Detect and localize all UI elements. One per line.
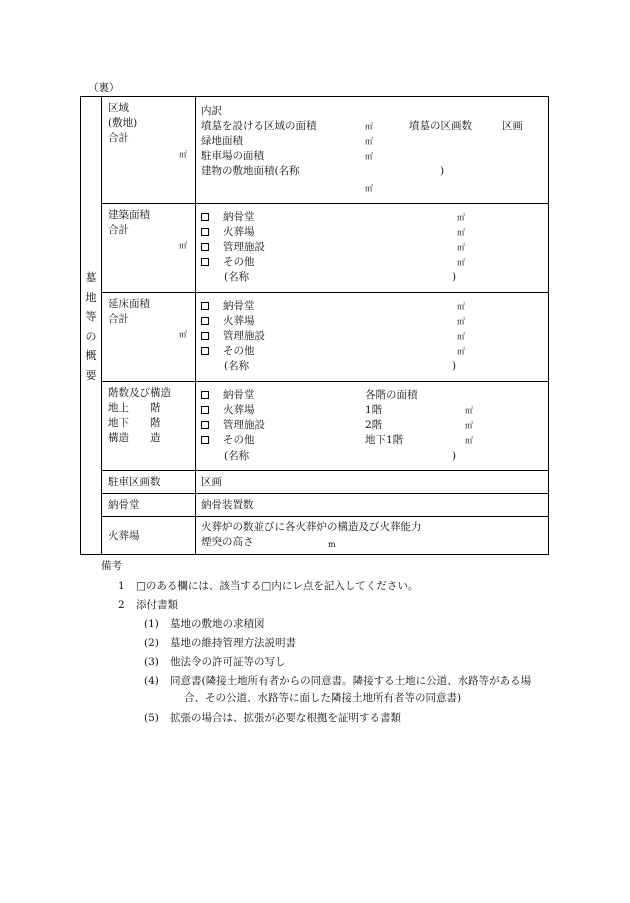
- floor-1: 1階: [365, 404, 383, 416]
- parking-count-label: 駐車区画数: [108, 476, 161, 488]
- list-item-number: (4): [144, 675, 159, 687]
- unit-m2: ㎡: [365, 152, 373, 161]
- area-label: 区域: [108, 102, 129, 114]
- name-label: (名称: [224, 450, 250, 462]
- crematorium-label: 火葬場: [108, 530, 140, 542]
- close-paren: ): [452, 450, 457, 462]
- construction-label: 構造 造: [108, 432, 161, 444]
- unit-m2: ㎡: [457, 258, 465, 267]
- facility-ossuary: 納骨堂: [201, 300, 255, 313]
- parking-count-unit: 区画: [201, 476, 222, 488]
- unit-m2: ㎡: [179, 330, 187, 339]
- list-item-text: 墓地の敷地の求積図: [170, 618, 265, 630]
- floor-area-header: 各階の面積: [365, 389, 418, 401]
- unit-m2: ㎡: [465, 436, 473, 445]
- grave-count-label: 墳墓の区画数: [409, 120, 472, 132]
- name-label: (名称: [224, 360, 250, 372]
- structure-label: 階数及び構造: [108, 387, 171, 399]
- unit-m2: ㎡: [465, 421, 473, 430]
- unit-m2: ㎡: [457, 317, 465, 326]
- chimney-height-label: 煙突の高さ: [201, 536, 254, 548]
- floor-2: 2階: [365, 419, 383, 431]
- notes-title: 備考: [101, 560, 122, 572]
- ossuary-label: 納骨堂: [108, 499, 140, 511]
- list-item-number: (2): [144, 637, 159, 649]
- back-side-label: （裏）: [88, 82, 120, 94]
- floor-area-label: 延床面積: [108, 298, 150, 310]
- facility-crematorium: 火葬場: [201, 315, 255, 328]
- checkbox[interactable]: [201, 213, 209, 221]
- ossuary-capacity-label: 納骨装置数: [201, 499, 254, 511]
- green-area-label: 緑地面積: [201, 135, 243, 147]
- building-area-label: 建築面積: [108, 209, 150, 221]
- unit-m2: ㎡: [465, 406, 473, 415]
- note-2-text: 添付書類: [136, 599, 178, 611]
- breakdown-label: 内訳: [201, 105, 222, 117]
- checkbox[interactable]: [201, 243, 209, 251]
- list-item-text-continued: 合、その公道、水路等に面した隣接土地所有者等の同意書): [184, 692, 462, 704]
- floor-area-total-label: 合計: [108, 313, 129, 325]
- checkbox[interactable]: [201, 421, 209, 429]
- side-label-summary: 墓 地 等 の 概 要: [85, 271, 97, 382]
- checkbox[interactable]: [201, 332, 209, 340]
- unit-m: m: [328, 540, 336, 549]
- facility-other: その他: [201, 434, 255, 447]
- checkbox[interactable]: [201, 391, 209, 399]
- unit-m2: ㎡: [457, 243, 465, 252]
- list-item-text: 墓地の維持管理方法説明書: [170, 637, 296, 649]
- list-item-number: (1): [144, 618, 159, 630]
- parking-area-label: 駐車場の面積: [201, 150, 264, 162]
- note-1-text: □のある欄には、該当する□内にレ点を記入してください。: [136, 580, 419, 592]
- building-area-total-label: 合計: [108, 224, 129, 236]
- checkbox[interactable]: [201, 228, 209, 236]
- facility-management: 管理施設: [201, 419, 265, 432]
- close-paren: ): [440, 165, 445, 177]
- unit-m2: ㎡: [457, 332, 465, 341]
- close-paren: ): [452, 360, 457, 372]
- unit-m2: ㎡: [365, 184, 373, 193]
- facility-management: 管理施設: [201, 330, 265, 343]
- checkbox[interactable]: [201, 436, 209, 444]
- area-sub-label: (敷地): [108, 117, 138, 129]
- list-item-text: 他法令の許可証等の写し: [170, 656, 286, 668]
- checkbox[interactable]: [201, 258, 209, 266]
- area-total-label: 合計: [108, 132, 129, 144]
- checkbox[interactable]: [201, 302, 209, 310]
- facility-other: その他: [201, 345, 255, 358]
- facility-crematorium: 火葬場: [201, 404, 255, 417]
- checkbox[interactable]: [201, 347, 209, 355]
- below-ground-label: 地下 階: [108, 417, 161, 429]
- list-item-text: 拡張の場合は、拡張が必要な根拠を証明する書類: [170, 712, 401, 724]
- checkbox[interactable]: [201, 406, 209, 414]
- facility-crematorium: 火葬場: [201, 226, 255, 239]
- unit-m2: ㎡: [457, 302, 465, 311]
- above-ground-label: 地上 階: [108, 402, 161, 414]
- facility-ossuary: 納骨堂: [201, 389, 255, 402]
- facility-management: 管理施設: [201, 241, 265, 254]
- close-paren: ): [452, 271, 457, 283]
- note-2-number: 2: [118, 599, 125, 611]
- kukaku-unit: 区画: [502, 120, 523, 132]
- building-site-label: 建物の敷地面積(名称: [201, 165, 300, 177]
- unit-m2: ㎡: [179, 241, 187, 250]
- list-item-number: (5): [144, 712, 159, 724]
- grave-area-label: 墳墓を設ける区域の面積: [201, 120, 317, 132]
- note-1-number: 1: [118, 580, 125, 592]
- facility-other: その他: [201, 256, 255, 269]
- unit-m2: ㎡: [457, 213, 465, 222]
- name-label: (名称: [224, 271, 250, 283]
- furnace-info-label: 火葬炉の数並びに各火葬炉の構造及び火葬能力: [201, 521, 422, 533]
- list-item-text: 同意書(隣接土地所有者からの同意書。隣接する土地に公道、水路等がある場: [170, 675, 532, 687]
- list-item-number: (3): [144, 656, 159, 668]
- checkbox[interactable]: [201, 317, 209, 325]
- unit-m2: ㎡: [365, 137, 373, 146]
- unit-m2: ㎡: [365, 122, 373, 131]
- unit-m2: ㎡: [457, 228, 465, 237]
- unit-m2: ㎡: [457, 347, 465, 356]
- unit-m2: ㎡: [179, 150, 187, 159]
- floor-basement-1: 地下1階: [365, 434, 404, 446]
- facility-ossuary: 納骨堂: [201, 211, 255, 224]
